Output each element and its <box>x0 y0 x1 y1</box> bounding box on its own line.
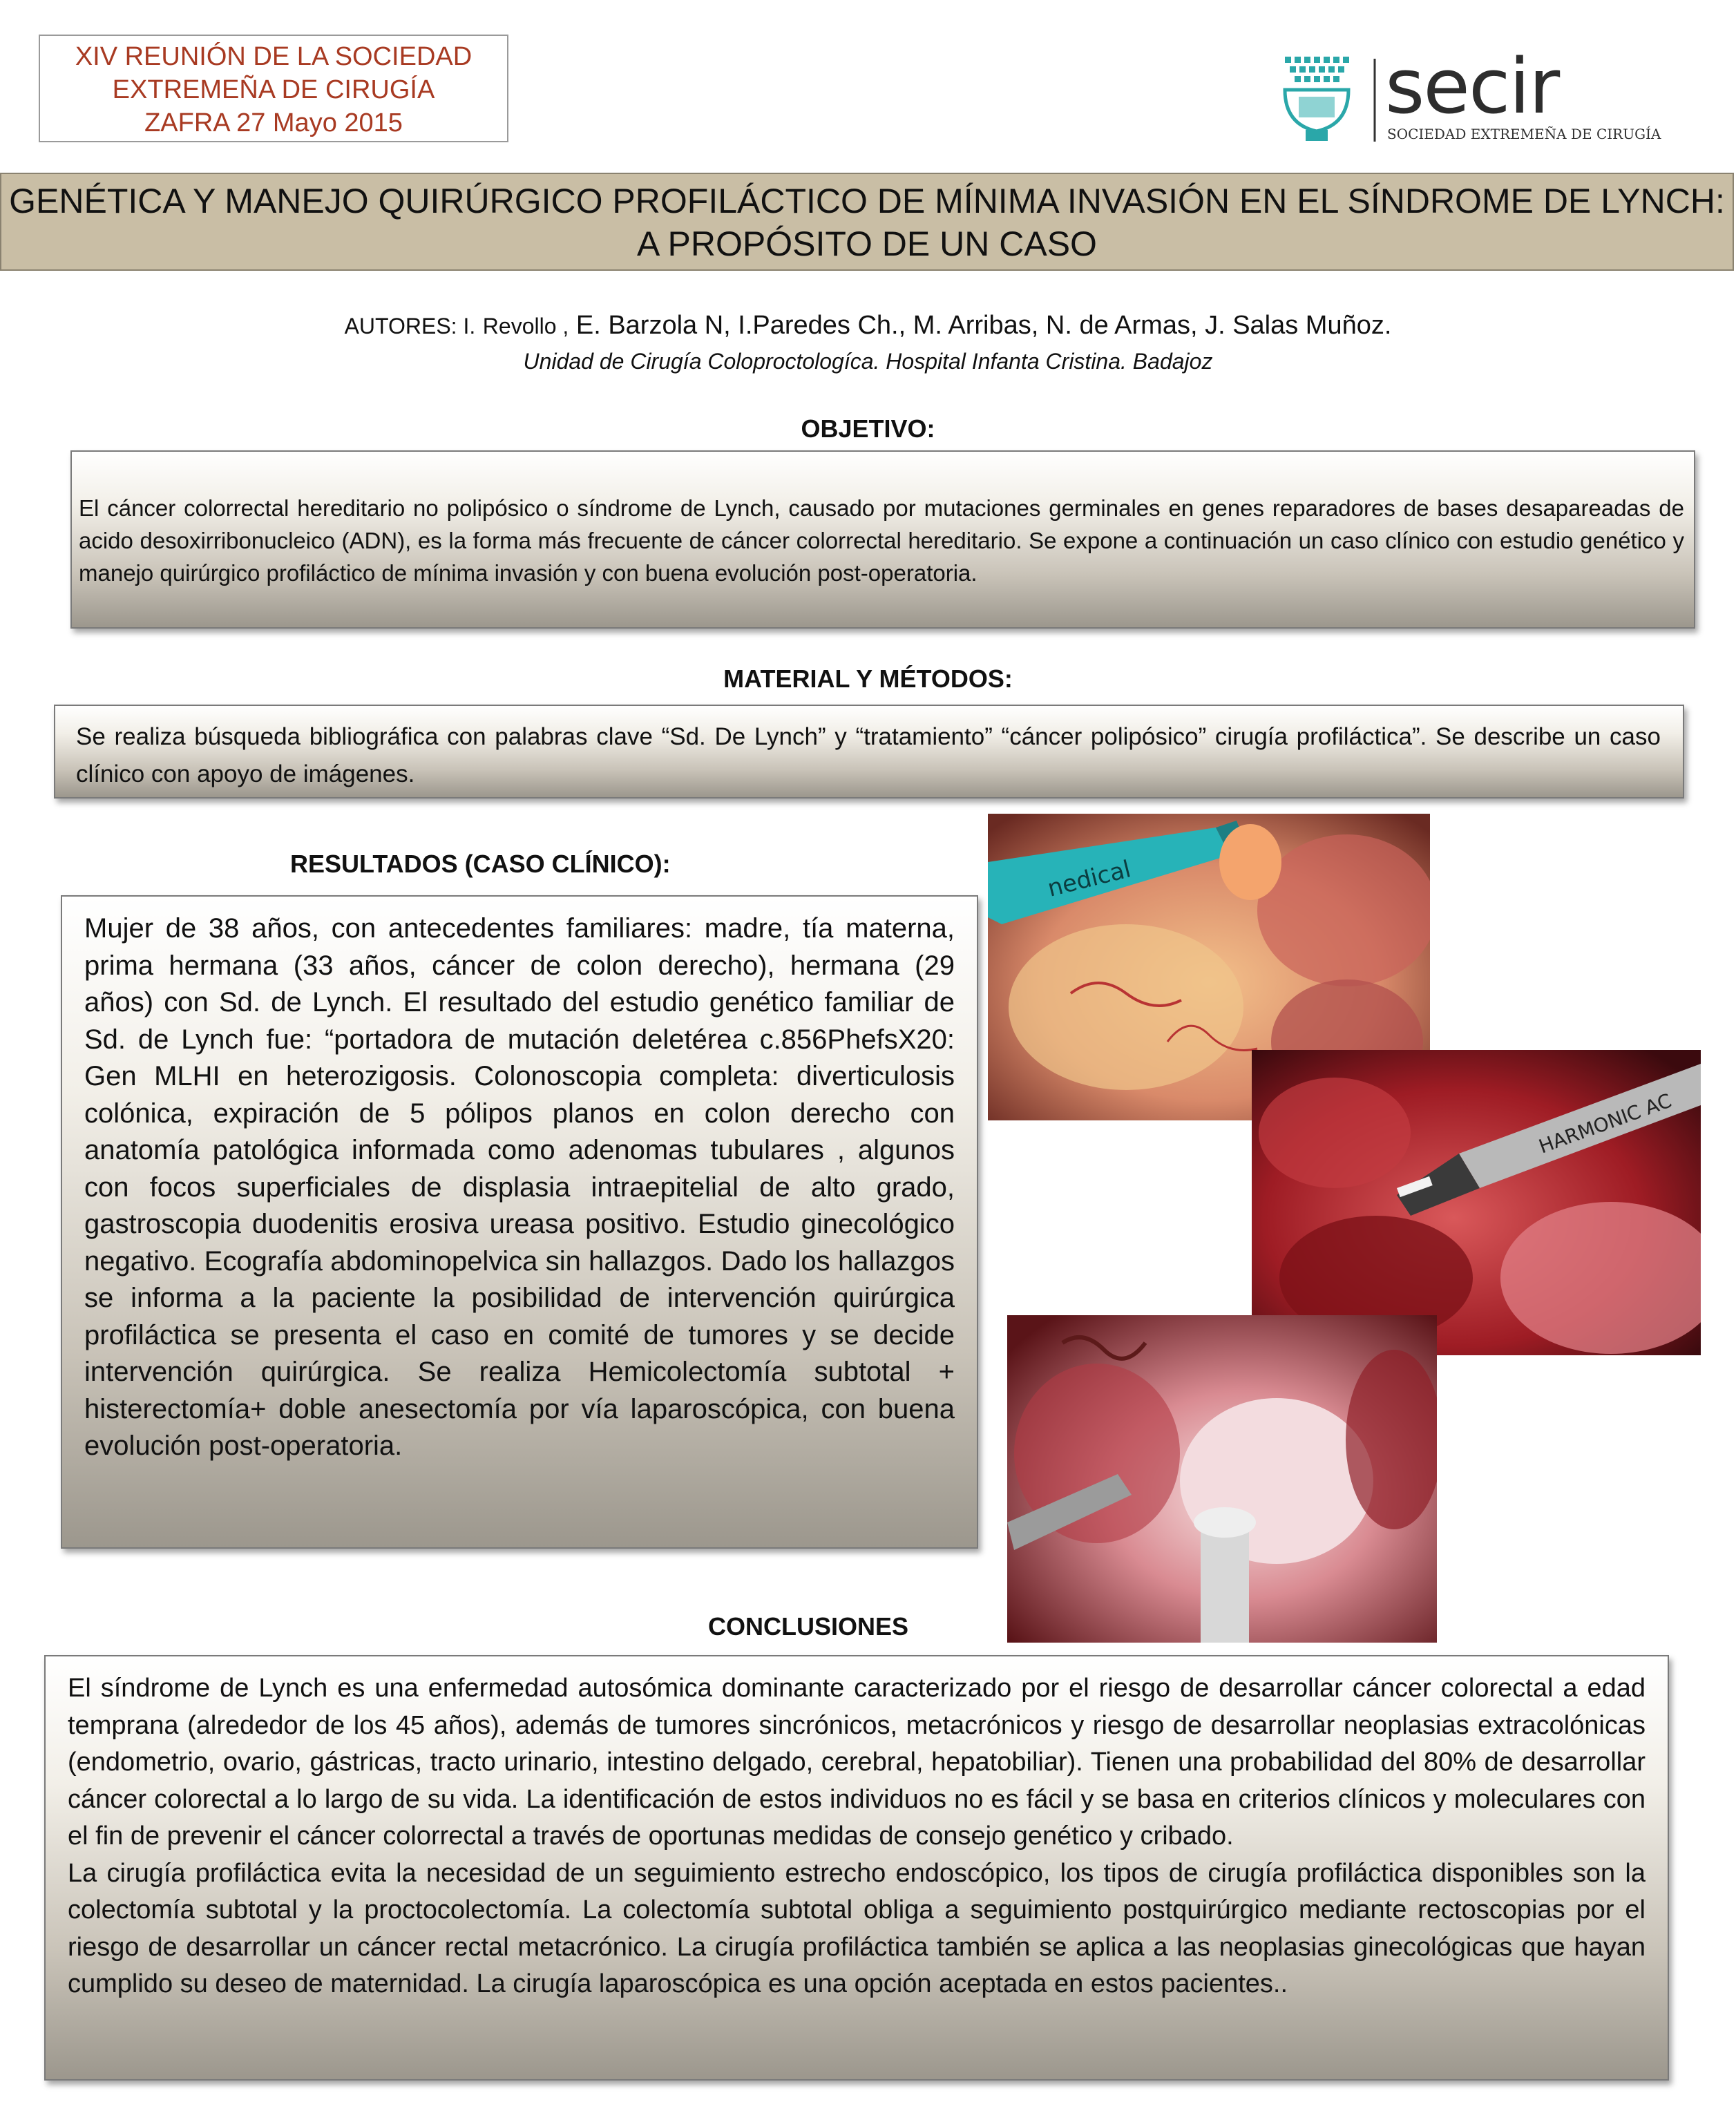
conclusiones-paragraph-1: El síndrome de Lynch es una enfermedad autosómica dominante caracterizado por el riesgo de desarrollar cáncer colorectal a edad temprana (alrededor de los 45 años), además de tumores sincrónicos, metacrónicos y riesgo de desarrollar neoplasias extracolónicas (endometrio, ovario, gástricas, tracto urinario, intestino delgado, cerebral, hepatobiliar). Tienen una probabilidad del 80% de desarrollar cáncer colorectal a lo largo de su vida. La identificación de estos individuos no es fácil y se basa en criterios clínicos y moleculares con el fin de prevenir el cáncer colorrectal a través de oportunas medidas de consejo genético y cribado. <box>68 1674 1646 1851</box>
resultados-box <box>61 895 978 1549</box>
surgical-photo-2 <box>1252 1050 1701 1355</box>
meeting-line-2: EXTREMEÑA DE CIRUGÍA <box>112 75 435 104</box>
affiliation: Unidad de Cirugía Coloproctologíca. Hospital Infanta Cristina. Badajoz <box>523 349 1213 374</box>
meeting-info-box <box>39 35 508 142</box>
objetivo-heading: OBJETIVO: <box>801 414 935 443</box>
author-first: Revollo , <box>482 314 569 338</box>
conclusiones-box <box>44 1655 1669 2081</box>
secir-wordmark: secir <box>1385 42 1559 131</box>
meeting-line-1: XIV REUNIÓN DE LA SOCIEDAD <box>75 42 473 71</box>
metodos-box <box>54 705 1684 799</box>
secir-subtitle: SOCIEDAD EXTREMEÑA DE CIRUGÍA <box>1387 126 1661 142</box>
instrument-label-2: HARMONIC AC <box>1536 1089 1675 1158</box>
conclusiones-paragraph-2: La cirugía profiláctica evita la necesidad de un seguimiento estrecho endoscópico, los tipos de cirugía profiláctica disponibles son la colectomía subtotal y la proctocolectomía. La colectomía subtotal obliga a seguimiento postquirúrgico mediante rectoscopias por el riesgo de desarrollar un cáncer rectal metacrónico. La cirugía profiláctica también se aplica a las neoplasias ginecológicas que hayan cumplido su deseo de maternidad. La cirugía laparoscópica es una opción aceptada en estos pacientes.. <box>68 1858 1646 1998</box>
instrument-label-1: nedical <box>1045 855 1134 903</box>
surgical-photo-3 <box>1007 1315 1437 1643</box>
resultados-text: Mujer de 38 años, con antecedentes familiares: madre, tía materna, prima hermana (33 años, cáncer de colon derecho), hermana (29 años) con Sd. de Lynch. El resultado del estudio genético familiar de Sd. de Lynch fue: “portadora de mutación deletérea c.856PhefsX20: Gen MLHI en heterozigosis. Colonoscopia completa: diverticulosis colónica, expiración de 5 pólipos planos en colon derecho con anatomía patológica informada como adenomas tubulares , algunos con focos superficiales de displasia intraepitelial de alto grado, gastroscopia duodenitis erosiva ureasa positivo. Estudio ginecológico negativo. Ecografía abdominopelvica sin hallazgos. Dado los hallazgos se informa a la paciente la posibilidad de intervención quirúrgica profiláctica se presenta el caso en comité de tumores y se decide intervención quirúrgica. Se realiza Hemicolectomía subtotal + histerectomía+ doble anesectomía por vía laparoscópica, con buena evolución post-operatoria. <box>84 913 955 1461</box>
meeting-line-3: ZAFRA 27 Mayo 2015 <box>144 108 403 137</box>
authors-line <box>0 311 1736 341</box>
conclusiones-heading: CONCLUSIONES <box>707 1612 909 1641</box>
authors-label: AUTORES: I. <box>344 314 476 338</box>
title-line-2: A PROPÓSITO DE UN CASO <box>637 224 1097 263</box>
metodos-text: Se realiza búsqueda bibliográfica con palabras clave “Sd. De Lynch” y “tratamiento” “cáncer polipósico” cirugía profiláctica”. Se describe un caso clínico con apoyo de imágenes. <box>76 723 1661 787</box>
objetivo-box <box>70 450 1695 629</box>
authors-rest: E. Barzola N, I.Paredes Ch., M. Arribas, N. de Armas, J. Salas Muñoz. <box>569 311 1392 340</box>
poster-title <box>0 173 1734 271</box>
resultados-heading: RESULTADOS (CASO CLÍNICO): <box>290 850 671 878</box>
metodos-heading: MATERIAL Y MÉTODOS: <box>723 665 1013 693</box>
title-line-1: GENÉTICA Y MANEJO QUIRÚRGICO PROFILÁCTICO DE MÍNIMA INVASIÓN EN EL SÍNDROME DE LYNCH: <box>9 182 1725 220</box>
objetivo-text: El cáncer colorrectal hereditario no polipósico o síndrome de Lynch, causado por mutaciones germinales en genes reparadores de bases desapareadas de acido desoxirribonucleico (ADN), es la forma más frecuente de cáncer colorrectal hereditario. Se expone a continuación un caso clínico con estudio genético y manejo quirúrgico profiláctico de mínima invasión y con buena evolución post-operatoria. <box>79 495 1684 586</box>
secir-logo <box>1278 42 1679 152</box>
